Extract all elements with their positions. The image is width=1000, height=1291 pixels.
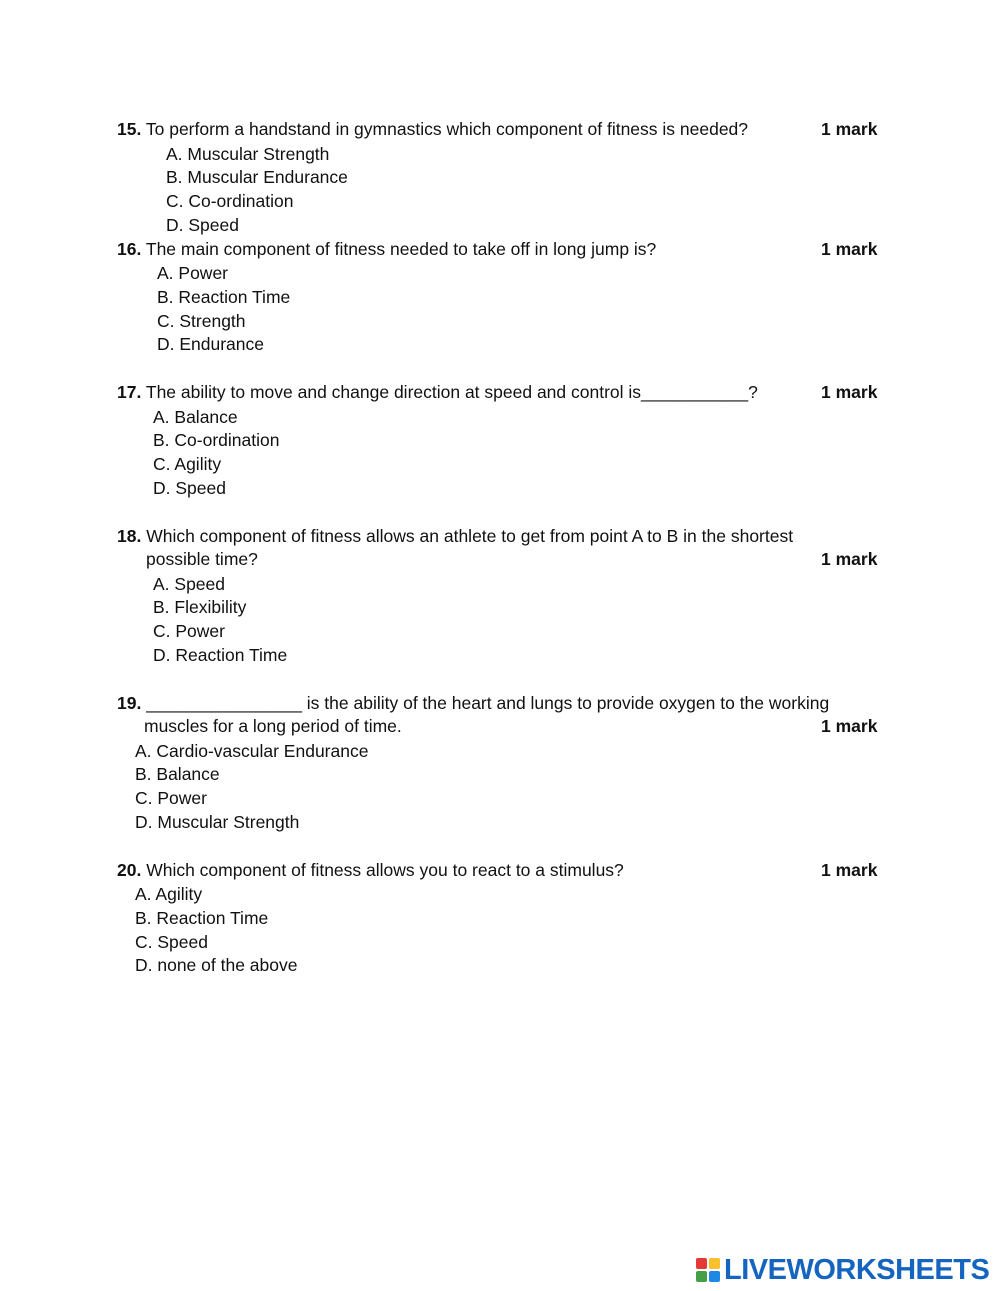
question-prompt: To perform a handstand in gymnastics which component of fitness is needed? bbox=[145, 119, 749, 139]
option-c: C. Power bbox=[153, 621, 225, 641]
option-a: A. Agility bbox=[135, 884, 203, 904]
option-a: A. Muscular Strength bbox=[166, 144, 330, 164]
question-prompt: Which component of fitness allows an athlete to get from point A to B in the shortest bbox=[146, 526, 794, 546]
liveworksheets-logo bbox=[696, 1253, 990, 1286]
option-a: A. Cardio-vascular Endurance bbox=[135, 741, 369, 761]
mark-label: 1 mark bbox=[821, 716, 878, 736]
option-b: B. Muscular Endurance bbox=[166, 167, 348, 187]
question-text bbox=[117, 524, 793, 548]
question-number: 20. bbox=[117, 860, 142, 880]
option-c: C. Power bbox=[135, 788, 207, 808]
option-b: B. Reaction Time bbox=[135, 908, 269, 928]
question-number: 18. bbox=[117, 526, 142, 546]
option-b: B. Co-ordination bbox=[153, 430, 280, 450]
question-text bbox=[117, 858, 624, 882]
question-number: 15. bbox=[117, 119, 142, 139]
option-b: B. Flexibility bbox=[153, 597, 247, 617]
option-a: A. Balance bbox=[153, 407, 238, 427]
mark-label: 1 mark bbox=[821, 860, 878, 880]
question-number: 16. bbox=[117, 239, 142, 259]
option-c: C. Co-ordination bbox=[166, 191, 294, 211]
option-c: C. Strength bbox=[157, 311, 246, 331]
question-prompt: ________________ is the ability of the heart and lungs to provide oxygen to the working bbox=[146, 693, 830, 713]
logo-blocks-icon bbox=[696, 1258, 720, 1282]
question-prompt: The main component of fitness needed to take off in long jump is? bbox=[145, 239, 657, 259]
question-prompt-continued: muscles for a long period of time. bbox=[144, 716, 402, 736]
option-d: D. Muscular Strength bbox=[135, 812, 300, 832]
option-c: C. Speed bbox=[135, 932, 208, 952]
option-c: C. Agility bbox=[153, 454, 222, 474]
question-number: 19. bbox=[117, 693, 142, 713]
option-d: D. Endurance bbox=[157, 334, 265, 354]
option-d: D. Reaction Time bbox=[153, 645, 288, 665]
question-number: 17. bbox=[117, 382, 142, 402]
option-d: D. Speed bbox=[166, 215, 239, 235]
mark-label: 1 mark bbox=[821, 119, 878, 139]
option-a: A. Power bbox=[157, 263, 228, 283]
mark-label: 1 mark bbox=[821, 549, 878, 569]
logo-text: LIVEWORKSHEETS bbox=[724, 1253, 990, 1286]
option-d: D. Speed bbox=[153, 478, 226, 498]
option-a: A. Speed bbox=[153, 574, 225, 594]
question-prompt: The ability to move and change direction at speed and control is___________? bbox=[145, 382, 758, 402]
question-text bbox=[117, 691, 829, 715]
question-prompt: Which component of fitness allows you to react to a stimulus? bbox=[146, 860, 624, 880]
question-text bbox=[117, 380, 758, 404]
mark-label: 1 mark bbox=[821, 239, 878, 259]
option-b: B. Reaction Time bbox=[157, 287, 291, 307]
option-d: D. none of the above bbox=[135, 955, 298, 975]
question-prompt-continued: possible time? bbox=[146, 549, 258, 569]
question-text bbox=[117, 237, 656, 261]
mark-label: 1 mark bbox=[821, 382, 878, 402]
option-b: B. Balance bbox=[135, 764, 220, 784]
question-text bbox=[117, 117, 748, 141]
